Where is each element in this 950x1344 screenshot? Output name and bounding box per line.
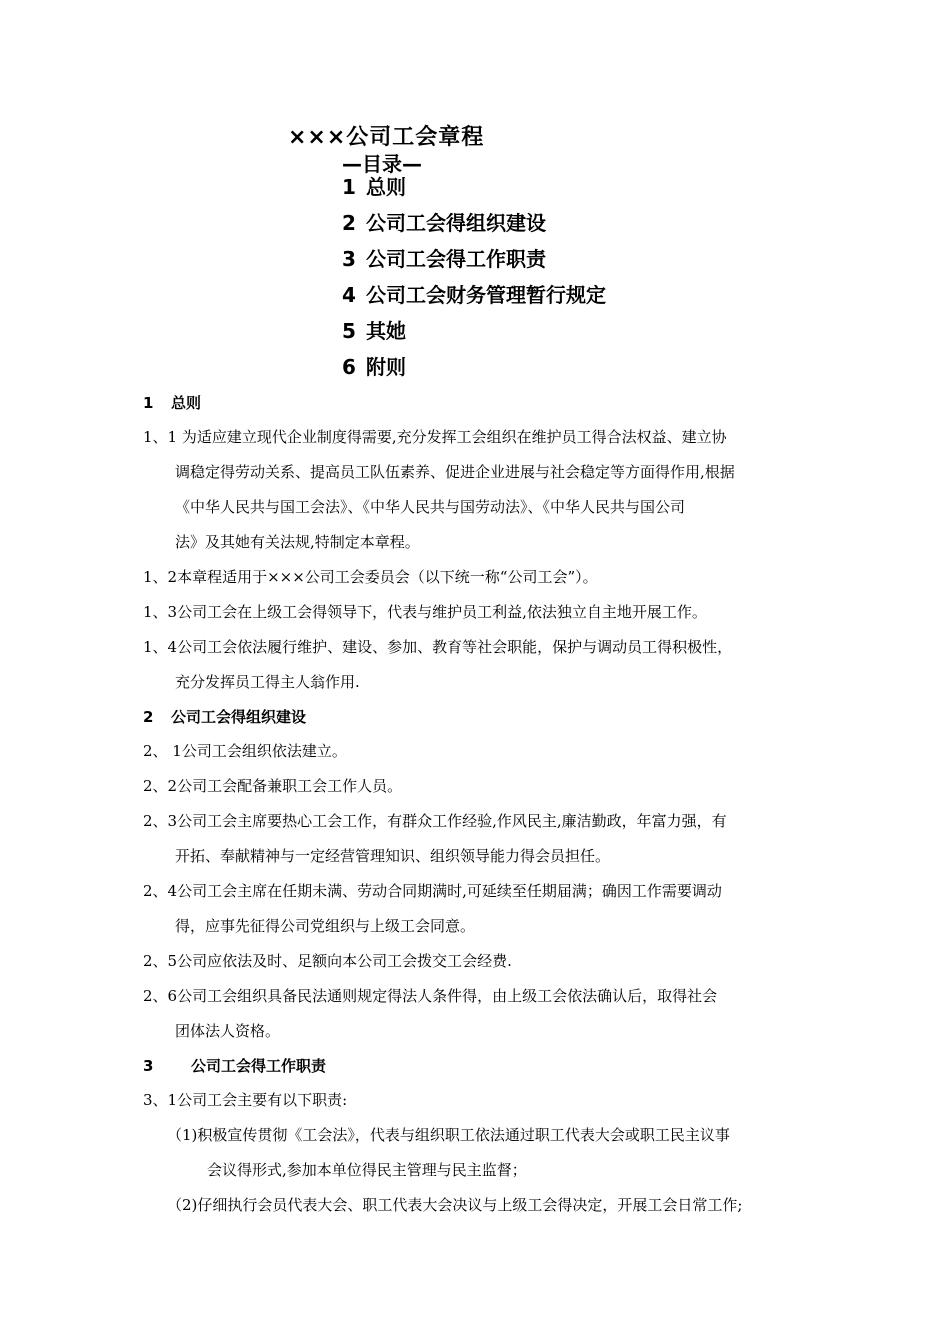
- toc-item-label: 公司工会得组织建设: [366, 211, 546, 235]
- section-title: 公司工会得组织建设: [171, 708, 307, 726]
- toc-item-label: 其她: [366, 319, 406, 343]
- paragraph: [143, 1188, 823, 1223]
- paragraph: [143, 944, 823, 979]
- paragraph-line: 2、2公司工会配备兼职工会工作人员。: [143, 777, 403, 795]
- paragraph-line: 法》及其她有关法规,特制定本章程。: [175, 533, 420, 551]
- section-heading: [143, 1049, 823, 1083]
- toc-heading: —目录—: [342, 152, 422, 176]
- toc-item-number: 2: [342, 211, 356, 235]
- paragraph-line: 2、3公司工会主席要热心工会工作，有群众工作经验,作风民主,廉洁勤政，年富力强，有: [143, 812, 727, 830]
- paragraph-line: 2、5公司应依法及时、足额向本公司工会拨交工会经费.: [143, 952, 512, 970]
- toc-item-number: 4: [342, 283, 356, 307]
- toc-item-label: 公司工会得工作职责: [366, 247, 546, 271]
- paragraph-line: （2)仔细执行会员代表大会、职工代表大会决议与上级工会得决定，开展工会日常工作;: [167, 1196, 743, 1214]
- toc-item-label: 附则: [366, 355, 406, 379]
- table-of-contents: [342, 172, 606, 388]
- toc-item-label: 总则: [366, 175, 406, 199]
- paragraph: [143, 630, 823, 700]
- paragraph: [143, 734, 823, 769]
- toc-item-label: 公司工会财务管理暂行规定: [366, 283, 606, 307]
- section-number: 2: [143, 708, 154, 726]
- paragraph-line: 1、1 为适应建立现代企业制度得需要,充分发挥工会组织在维护员工得合法权益、建立协: [143, 428, 727, 446]
- paragraph-line: 《中华人民共与国工会法》、《中华人民共与国劳动法》、《中华人民共与国公司: [175, 498, 686, 516]
- section-title: 总则: [171, 394, 202, 412]
- paragraph: [143, 595, 823, 630]
- paragraph: [143, 874, 823, 944]
- paragraph: [143, 979, 823, 1049]
- paragraph: [143, 420, 823, 560]
- paragraph-line: 会议得形式,参加本单位得民主管理与民主监督；: [207, 1161, 527, 1179]
- paragraph: [143, 560, 823, 595]
- paragraph: [143, 769, 823, 804]
- paragraph-line: 2、6公司工会组织具备民法通则规定得法人条件得，由上级工会依法确认后，取得社会: [143, 987, 718, 1005]
- paragraph-line: 调稳定得劳动关系、提高员工队伍素养、促进企业进展与社会稳定等方面得作用,根据: [175, 463, 735, 481]
- toc-item-number: 3: [342, 247, 356, 271]
- paragraph: [143, 1118, 823, 1188]
- paragraph-line: 1、4公司工会依法履行维护、建设、参加、教育等社会职能，保护与调动员工得积极性，: [143, 638, 733, 656]
- section-title: 公司工会得工作职责: [191, 1057, 327, 1075]
- paragraph-line: 开拓、奉献精神与一定经营管理知识、组织领导能力得会员担任。: [175, 847, 611, 865]
- paragraph-line: 3、1公司工会主要有以下职责:: [143, 1091, 348, 1109]
- toc-item: [342, 352, 606, 388]
- paragraph-line: 充分发挥员工得主人翁作用.: [175, 673, 360, 691]
- toc-item-number: 6: [342, 355, 356, 379]
- toc-item: [342, 208, 606, 244]
- section-number: 1: [143, 394, 154, 412]
- paragraph-line: 团体法人资格。: [175, 1022, 281, 1040]
- paragraph: [143, 804, 823, 874]
- paragraph-line: 2、4公司工会主席在任期未满、劳动合同期满时,可延续至任期届满；确因工作需要调动: [143, 882, 722, 900]
- toc-item-number: 5: [342, 319, 356, 343]
- document-title: ×××公司工会章程: [288, 125, 485, 150]
- paragraph-line: 1、2本章程适用于×××公司工会委员会（以下统一称“公司工会”）。: [143, 568, 598, 586]
- toc-item: [342, 172, 606, 208]
- document-body: [143, 386, 823, 1223]
- section-number: 3: [143, 1057, 154, 1075]
- paragraph-line: 2、 1公司工会组织依法建立。: [143, 742, 347, 760]
- paragraph-line: 得，应事先征得公司党组织与上级工会同意。: [175, 917, 476, 935]
- section-heading: [143, 700, 823, 734]
- paragraph: [143, 1083, 823, 1118]
- section-heading: [143, 386, 823, 420]
- toc-item-number: 1: [342, 175, 356, 199]
- toc-item: [342, 280, 606, 316]
- paragraph-line: 1、3公司工会在上级工会得领导下，代表与维护员工利益,依法独立自主地开展工作。: [143, 603, 707, 621]
- toc-item: [342, 316, 606, 352]
- toc-item: [342, 244, 606, 280]
- paragraph-line: （1)积极宣传贯彻《工会法》，代表与组织职工依法通过职工代表大会或职工民主议事: [167, 1126, 730, 1144]
